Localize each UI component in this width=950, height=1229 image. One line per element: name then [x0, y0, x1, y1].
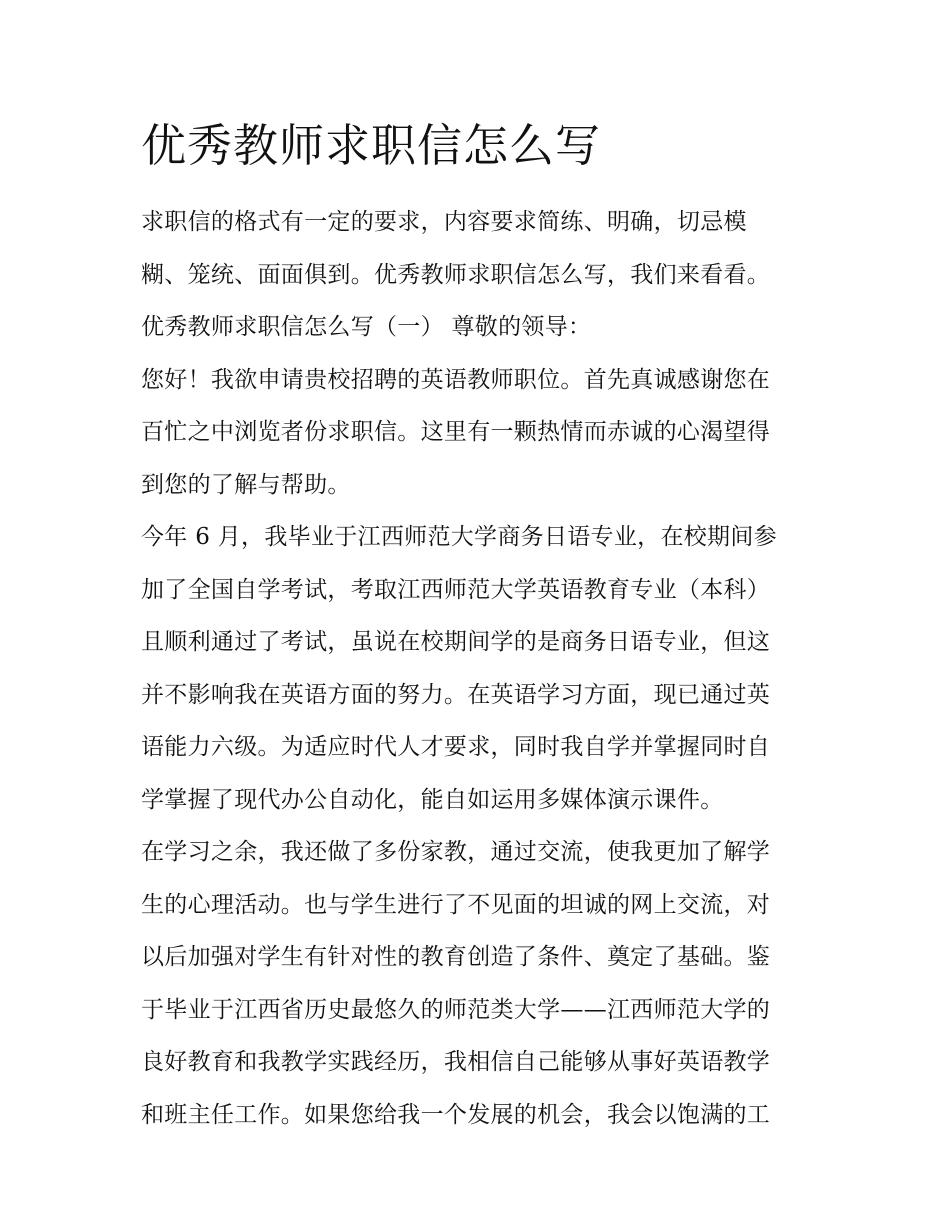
text-line: 以后加强对学生有针对性的教育创造了条件、奠定了基础。鉴 [141, 944, 771, 970]
text-line: 生的心理活动。也与学生进行了不见面的坦诚的网上交流，对 [141, 891, 771, 918]
text-line: 和班主任工作。如果您给我一个发展的机会，我会以饱满的工 [141, 1101, 771, 1128]
text-line: 到您的了解与帮助。 [141, 471, 351, 498]
text-line: 学掌握了现代办公自动化，能自如运用多媒体演示课件。 [141, 786, 724, 813]
text-line: 并不影响我在英语方面的努力。在英语学习方面，现已通过英 [141, 681, 771, 708]
text-line: 求职信的格式有一定的要求，内容要求简练、明确，切忌模 [141, 209, 747, 235]
text-line: 加了全国自学考试，考取江西师范大学英语教育专业（本科） [141, 576, 771, 603]
text-line: 且顺利通过了考试，虽说在校期间学的是商务日语专业，但这 [141, 629, 771, 655]
document-body [141, 200, 813, 1145]
text-line: 今年 6 月，我毕业于江西师范大学商务日语专业，在校期间参 [141, 524, 777, 550]
text-line: 糊、笼统、面面俱到。优秀教师求职信怎么写，我们来看看。 [141, 261, 771, 288]
text-line: 百忙之中浏览者份求职信。这里有一颗热情而赤诚的心渴望得 [141, 419, 771, 445]
text-line: 良好教育和我教学实践经历，我相信自己能够从事好英语教学 [141, 1049, 771, 1075]
text-line: 于毕业于江西省历史最悠久的师范类大学——江西师范大学的 [141, 996, 771, 1023]
text-line: 语能力六级。为适应时代人才要求，同时我自学并掌握同时自 [141, 734, 771, 760]
document-title: 优秀教师求职信怎么写 [141, 119, 602, 172]
text-line: 优秀教师求职信怎么写（一） 尊敬的领导： [141, 314, 592, 340]
text-line: 在学习之余，我还做了多份家教，通过交流，使我更加了解学 [141, 839, 771, 865]
text-line: 您好！我欲申请贵校招聘的英语教师职位。首先真诚感谢您在 [141, 366, 771, 393]
